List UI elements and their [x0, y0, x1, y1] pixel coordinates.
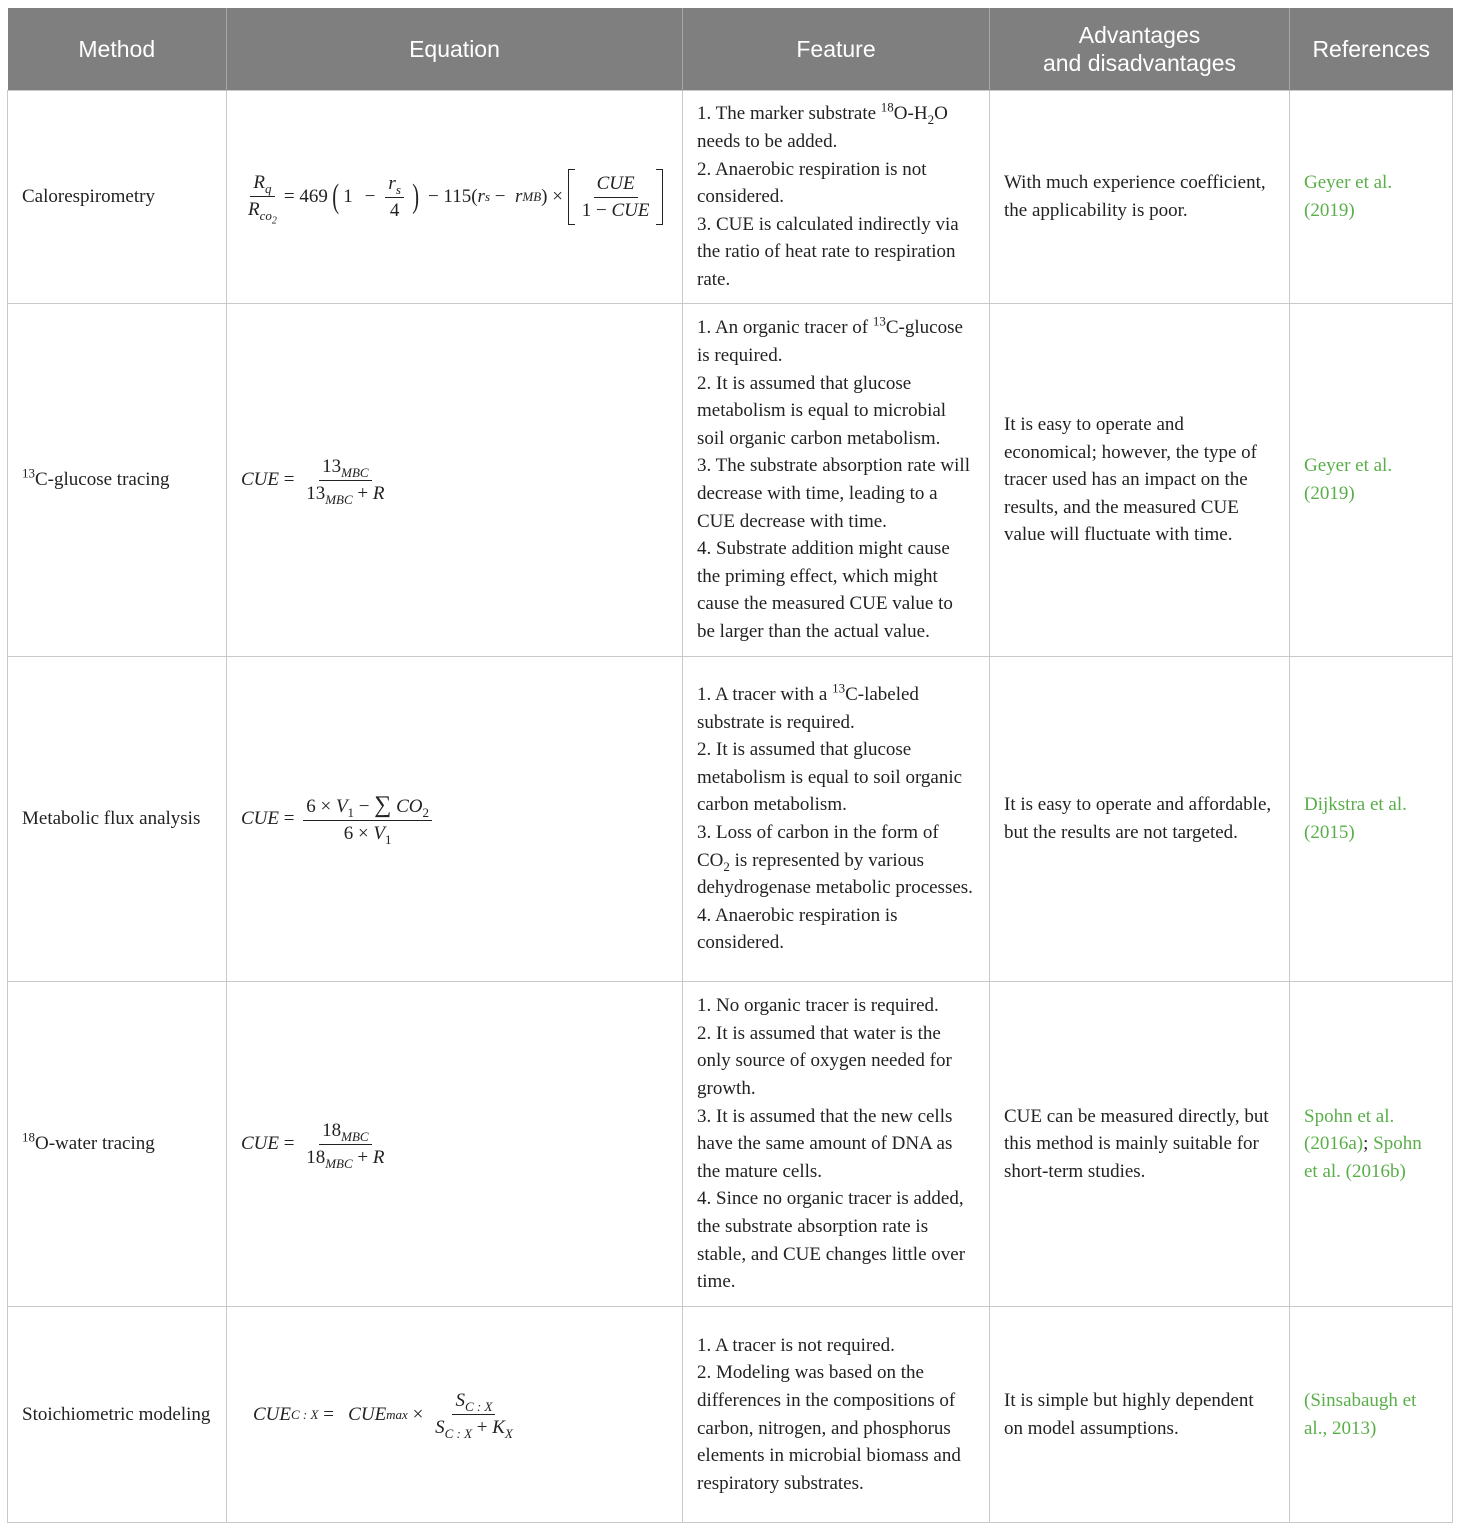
feature-cell [683, 1307, 990, 1523]
header-advantages-line1: Advantages [1078, 22, 1201, 48]
method-cell: $^{18}$O-water tracing [8, 982, 227, 1307]
feature-item: 3. It is assumed that the new cells have the same amount of DNA as the mature cells. [697, 1105, 953, 1182]
feature-item: 2. It is assumed that glucose metabolism is equal to microbial soil organic carbon metabolism. [697, 372, 947, 449]
feature-item: 1. A tracer with a $^{13}$C-labeled substrate is required. [697, 680, 919, 733]
equation-cell [227, 982, 683, 1307]
equation-calorespirometry: $\frac{R_q}{R_{co_2}}$ = 469 ( 1 − $\frac{r_s}{4}$ ) − 115( r s − r MB ) × $\frac{\text{CUE}}{\text{1 − CUE}}$ [241, 169, 668, 225]
equation-cell [227, 304, 683, 657]
reference-link[interactable]: Spohn et al. (2016b) [1304, 1133, 1422, 1182]
feature-item: 1. The marker substrate $^{18}O-H_2O$ needs to be added. [697, 100, 948, 153]
equation-13c-glucose: CUE = $\frac{13_{MBC}}{13_{MBC} + R}$ [241, 455, 385, 507]
feature-item: 2. It is assumed that water is the only source of oxygen needed for growth. [697, 1022, 952, 1100]
references-cell [1290, 1307, 1453, 1523]
references-cell [1290, 304, 1453, 657]
feature-item: 4. Substrate addition might cause the priming effect, which might cause the measured CUE value to be larger than the actual value. [697, 538, 953, 642]
method-cell: Stoichiometric modeling [8, 1307, 227, 1523]
references-cell [1290, 91, 1453, 304]
table-row [8, 304, 1453, 657]
header-advantages [990, 8, 1290, 91]
equation-metabolic-flux: CUE = $\frac{6 \times V_1 - \sum CO_2}{6 \times V_1}$ [241, 794, 668, 845]
equation-cell [227, 1307, 683, 1523]
feature-item: 2. It is assumed that glucose metabolism is equal to soil organic carbon metabolism. [697, 739, 963, 816]
feature-item: 2. Modeling was based on the differences in the compositions of carbon, nitrogen, and phosphorus elements in microbial biomass and respiratory substrates. [697, 1362, 961, 1494]
header-method: Method [8, 8, 227, 91]
references-cell: Spohn et al. (2016a); Spohn et al. (2016b) [1290, 982, 1453, 1307]
advantages-cell: It is simple but highly dependent on model assumptions. [990, 1307, 1290, 1523]
header-advantages-line2: and disadvantages [1042, 50, 1237, 76]
header-row [8, 8, 1453, 91]
feature-cell [683, 657, 990, 982]
advantages-cell: CUE can be measured directly, but this method is mainly suitable for short-term studies. [990, 982, 1290, 1307]
reference-link[interactable]: Spohn et al. (2016a) [1304, 1105, 1395, 1155]
feature-item: 1. No organic tracer is required. [697, 995, 939, 1017]
reference-link[interactable]: Dijkstra et al. (2015) [1304, 794, 1407, 843]
equation-18o-water: CUE = $\frac{18_{MBC}}{18_{MBC} + R}$ [241, 1119, 385, 1171]
header-equation: Equation [227, 8, 683, 91]
feature-item: 3. Loss of carbon in the form of $CO_2$ is represented by various dehydrogenase metabolic processes. [697, 822, 973, 899]
method-cell: Metabolic flux analysis [8, 657, 227, 982]
feature-item: 1. An organic tracer of $^{13}$C-glucose is required. [697, 314, 963, 367]
equation-stoichiometric: CUE C : X = CUE max × $\frac{S_{C : X}}{S_{C : X} + K_X}$ [253, 1390, 513, 1441]
feature-item: 4. Anaerobic respiration is considered. [697, 904, 898, 954]
feature-item: 1. A tracer is not required. [697, 1334, 895, 1356]
table-row [8, 91, 1453, 304]
equation-cell [227, 657, 683, 982]
reference-link[interactable]: (Sinsabaugh et al., 2013) [1304, 1389, 1417, 1439]
feature-cell [683, 91, 990, 304]
equation-cell [227, 91, 683, 304]
feature-item: 2. Anaerobic respiration is not considered. [697, 158, 927, 208]
table-row [8, 1307, 1453, 1523]
methods-table [7, 8, 1453, 1523]
header-references: References [1290, 8, 1453, 91]
feature-item: 4. Since no organic tracer is added, the substrate absorption rate is stable, and CUE changes little over time. [697, 1188, 966, 1293]
method-cell: Calorespirometry [8, 91, 227, 304]
advantages-cell: It is easy to operate and economical; however, the type of tracer used has an impact on the results, and the measured CUE value will fluctuate with time. [990, 304, 1290, 657]
feature-cell [683, 982, 990, 1307]
advantages-cell: With much experience coefficient, the applicability is poor. [990, 91, 1290, 304]
method-cell: $^{13}$C-glucose tracing [8, 304, 227, 657]
advantages-cell: It is easy to operate and affordable, but the results are not targeted. [990, 657, 1290, 982]
table-row [8, 657, 1453, 982]
table-row [8, 982, 1453, 1307]
feature-item: 3. The substrate absorption rate will decrease with time, leading to a CUE decrease with time. [697, 455, 970, 532]
feature-item: 3. CUE is calculated indirectly via the ratio of heat rate to respiration rate. [697, 213, 959, 290]
feature-cell [683, 304, 990, 657]
header-feature: Feature [683, 8, 990, 91]
references-cell [1290, 657, 1453, 982]
reference-link[interactable]: Geyer et al. (2019) [1304, 172, 1393, 221]
reference-link[interactable]: Geyer et al. (2019) [1304, 455, 1393, 504]
